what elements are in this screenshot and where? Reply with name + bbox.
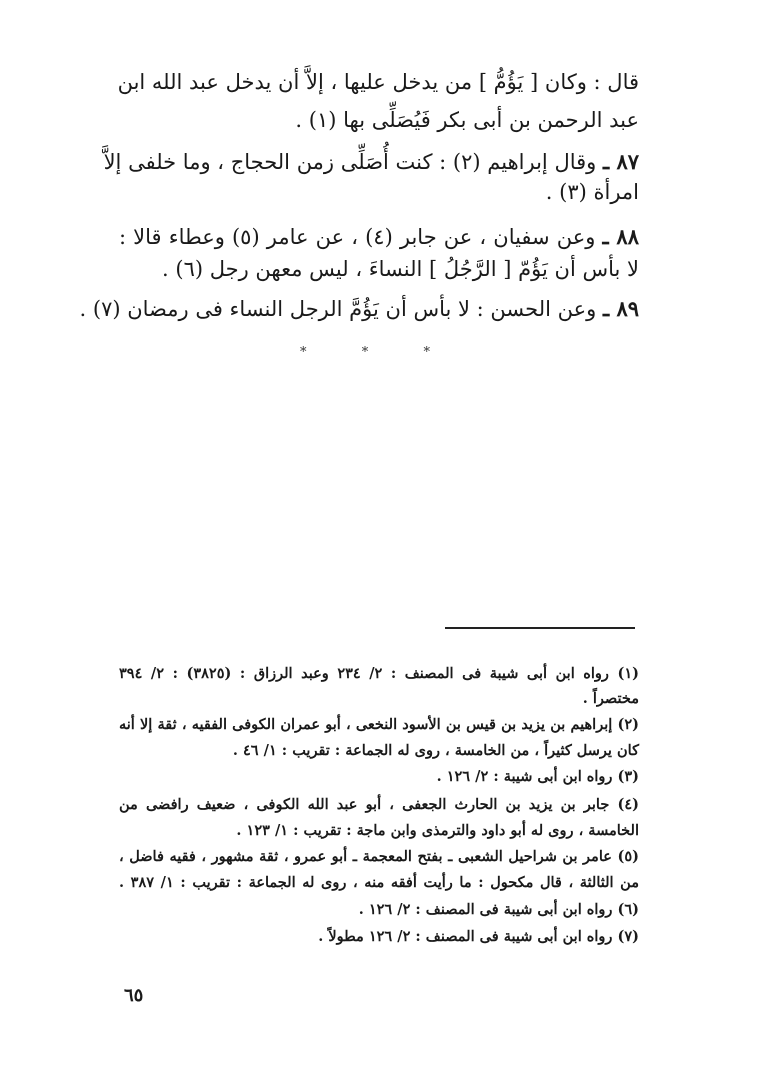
item-number-87: ٨٧ ـ — [602, 149, 639, 174]
separator-star: * — [300, 345, 307, 360]
footnote-5-cont: من الثالثة ، قال مكحول : ما رأيت أفقه منه ، روى له الجماعة : تقريب : ١/ ٣٨٧ . — [119, 874, 639, 891]
body-line-5: وعن سفيان ، عن جابر (٤) ، عن عامر (٥) وعطاء قالا : — [119, 225, 596, 249]
footnote-2: (٢) إبراهيم بن يزيد بن قيس بن الأسود النخعى ، أبو عمران الكوفى الفقيه ، ثقة إلا أنه — [119, 716, 639, 733]
paragraph-89 — [79, 296, 639, 321]
footnote-1: (١) رواه ابن أبى شيبة فى المصنف : ٢/ ٢٣٤ وعبد الرزاق : (٣٨٢٥) : ٢/ ٣٩٤ — [119, 665, 639, 682]
footnote-2-cont: كان يرسل كثيراً ، من الخامسة ، روى له الجماعة : تقريب : ١/ ٤٦ . — [232, 742, 639, 759]
separator-star: * — [361, 345, 369, 360]
body-line-4: امرأة (٣) . — [545, 180, 639, 204]
body-line-7: وعن الحسن : لا بأس أن يَؤُمَّ الرجل النساء فى رمضان (٧) . — [79, 297, 597, 321]
footnote-4-cont: الخامسة ، روى له أبو داود والترمذى وابن ماجة : تقريب : ١/ ١٢٣ . — [236, 822, 639, 839]
section-separator — [300, 345, 430, 360]
body-line-2: عبد الرحمن بن أبى بكر فَيُصَلِّى بها (١) . — [295, 108, 639, 132]
footnote-rule — [445, 627, 635, 629]
footnote-6: (٦) رواه ابن أبى شيبة فى المصنف : ٢/ ١٢٦ . — [358, 901, 639, 918]
footnote-1-cont: مختصراً . — [582, 690, 639, 707]
footnote-3: (٣) رواه ابن أبى شيبة : ٢/ ١٢٦ . — [436, 768, 639, 785]
footnote-7: (٧) رواه ابن أبى شيبة فى المصنف : ٢/ ١٢٦ مطولاً . — [318, 928, 639, 945]
paragraph-87 — [103, 149, 639, 174]
item-number-88: ٨٨ ـ — [602, 224, 639, 249]
paragraph-88 — [119, 224, 639, 249]
item-number-89: ٨٩ ـ — [602, 296, 639, 321]
body-line-6: لا بأس أن يَؤُمّ [ الرَّجُلُ ] النساءَ ، ليس معهن رجل (٦) . — [162, 257, 639, 281]
body-line-1: قال : وكان [ يَؤُمُّ ] من يدخل عليها ، إلاَّ أن يدخل عبد الله ابن — [117, 70, 639, 94]
separator-star: * — [423, 345, 430, 360]
body-line-3: وقال إبراهيم (٢) : كنت أُصَلِّى زمن الحجاج ، وما خلفى إلاَّ — [103, 150, 597, 174]
footnote-4: (٤) جابر بن يزيد بن الحارث الجعفى ، أبو عبد الله الكوفى ، ضعيف رافضى من — [119, 796, 639, 813]
footnote-5: (٥) عامر بن شراحيل الشعبى ـ بفتح المعجمة ـ أبو عمرو ، ثقة مشهور ، فقيه فاضل ، — [119, 848, 639, 865]
page-number: ٦٥ — [124, 985, 144, 1006]
